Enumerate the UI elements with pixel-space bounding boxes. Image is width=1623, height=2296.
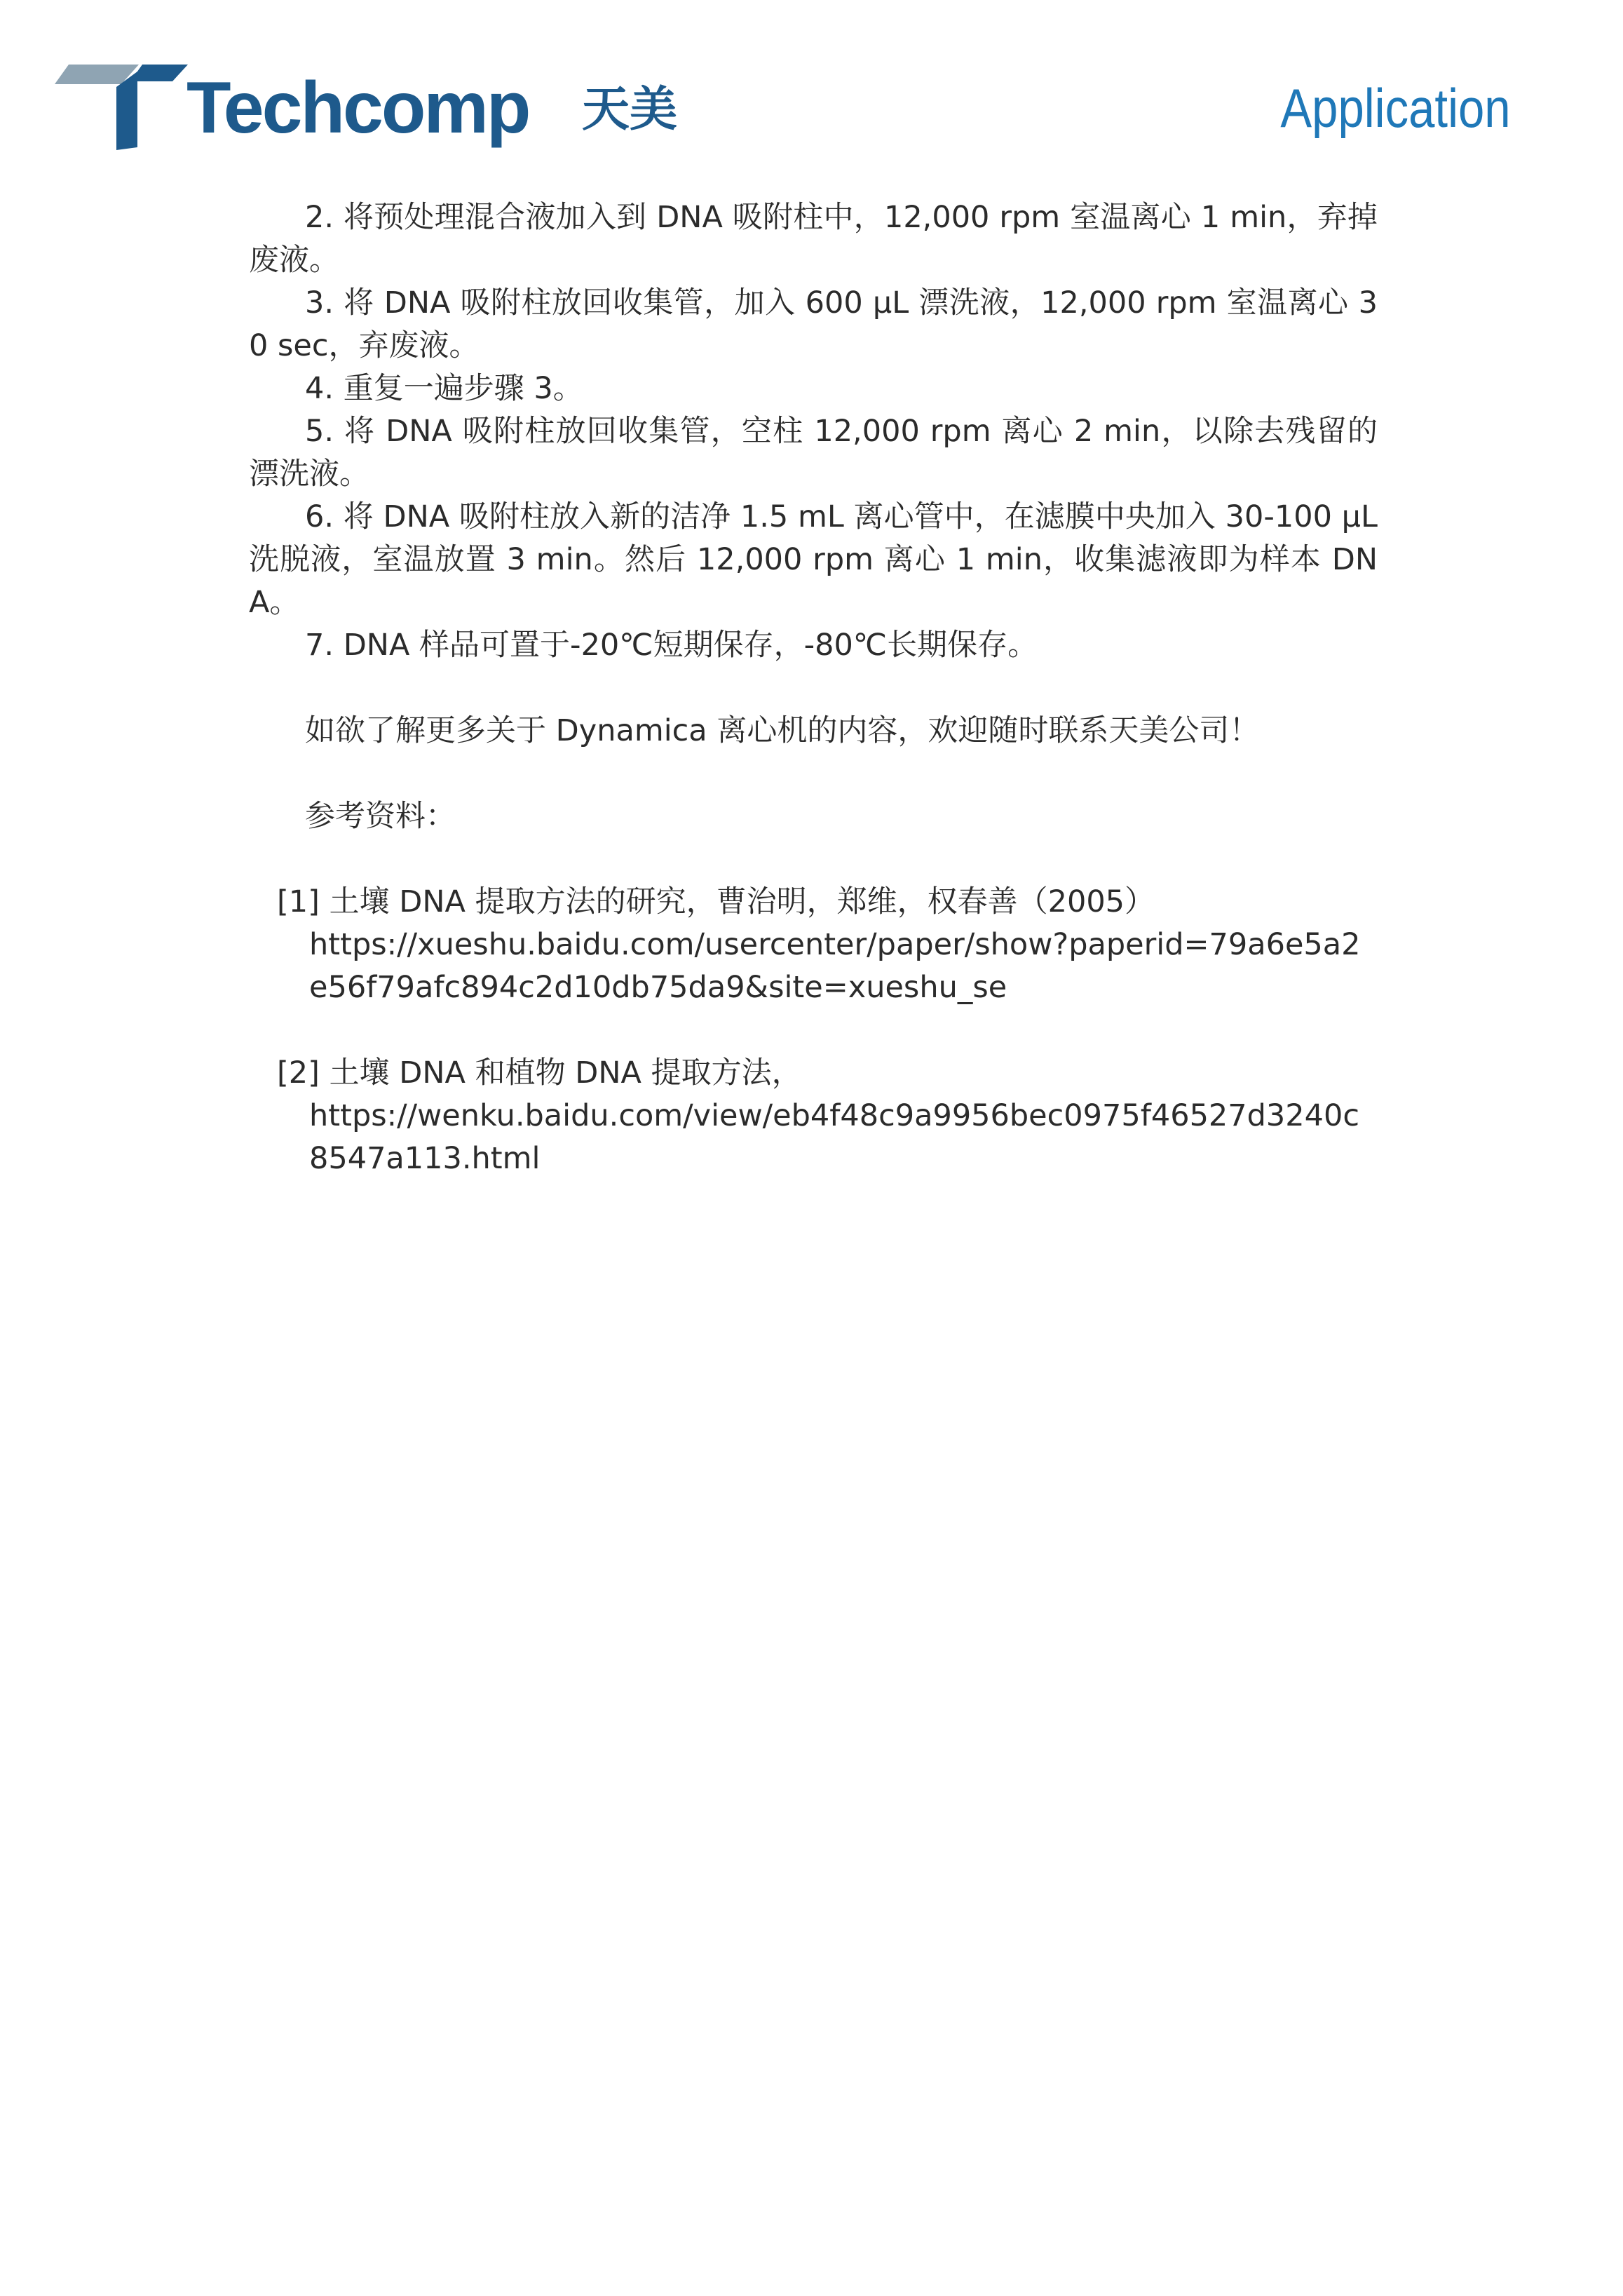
document-body	[249, 196, 1378, 1180]
step-3: 3. 将 DNA 吸附柱放回收集管，加入 600 μL 漂洗液，12,000 rpm 室温离心 30 sec，弃废液。	[249, 285, 1378, 363]
reference-label: [2] 土壤 DNA 和植物 DNA 提取方法，	[277, 1055, 802, 1090]
spacer	[249, 667, 1378, 710]
reference-label: [1] 土壤 DNA 提取方法的研究，曹治明，郑维，权春善（2005）	[277, 884, 1155, 919]
logo-wordmark: Techcomp	[186, 67, 529, 149]
references-heading: 参考资料：	[305, 799, 456, 834]
step-7: 7. DNA 样品可置于-20℃短期保存，-80℃长期保存。	[305, 628, 1038, 663]
logo-chinese-name: 天美	[582, 82, 678, 137]
step-4: 4. 重复一遍步骤 3。	[305, 371, 583, 406]
spacer	[249, 752, 1378, 795]
spacer	[249, 1009, 1378, 1052]
reference-item	[249, 1052, 1378, 1180]
techcomp-logo	[55, 65, 686, 156]
section-label: Application	[1280, 77, 1511, 139]
techcomp-logo-mark-icon	[55, 65, 195, 156]
reference-link[interactable]: https://wenku.baidu.com/view/eb4f48c9a9956bec0975f46527d3240c8547a113.html	[309, 1098, 1360, 1176]
page-header	[0, 0, 1623, 168]
contact-note: 如欲了解更多关于 Dynamica 离心机的内容，欢迎随时联系天美公司！	[305, 713, 1260, 748]
step-6: 6. 将 DNA 吸附柱放入新的洁净 1.5 mL 离心管中，在滤膜中央加入 30-100 μL 洗脱液，室温放置 3 min。然后 12,000 rpm 离心 1 min，收集滤液即为样本 DNA。	[249, 499, 1378, 620]
spacer	[249, 838, 1378, 881]
step-2: 2. 将预处理混合液加入到 DNA 吸附柱中，12,000 rpm 室温离心 1 min，弃掉废液。	[249, 200, 1378, 278]
step-5: 5. 将 DNA 吸附柱放回收集管，空柱 12,000 rpm 离心 2 min，以除去残留的漂洗液。	[249, 414, 1378, 492]
reference-link[interactable]: https://xueshu.baidu.com/usercenter/paper/show?paperid=79a6e5a2e56f79afc894c2d10db75da9&site=xueshu_se	[309, 927, 1361, 1005]
reference-item	[249, 881, 1378, 1009]
